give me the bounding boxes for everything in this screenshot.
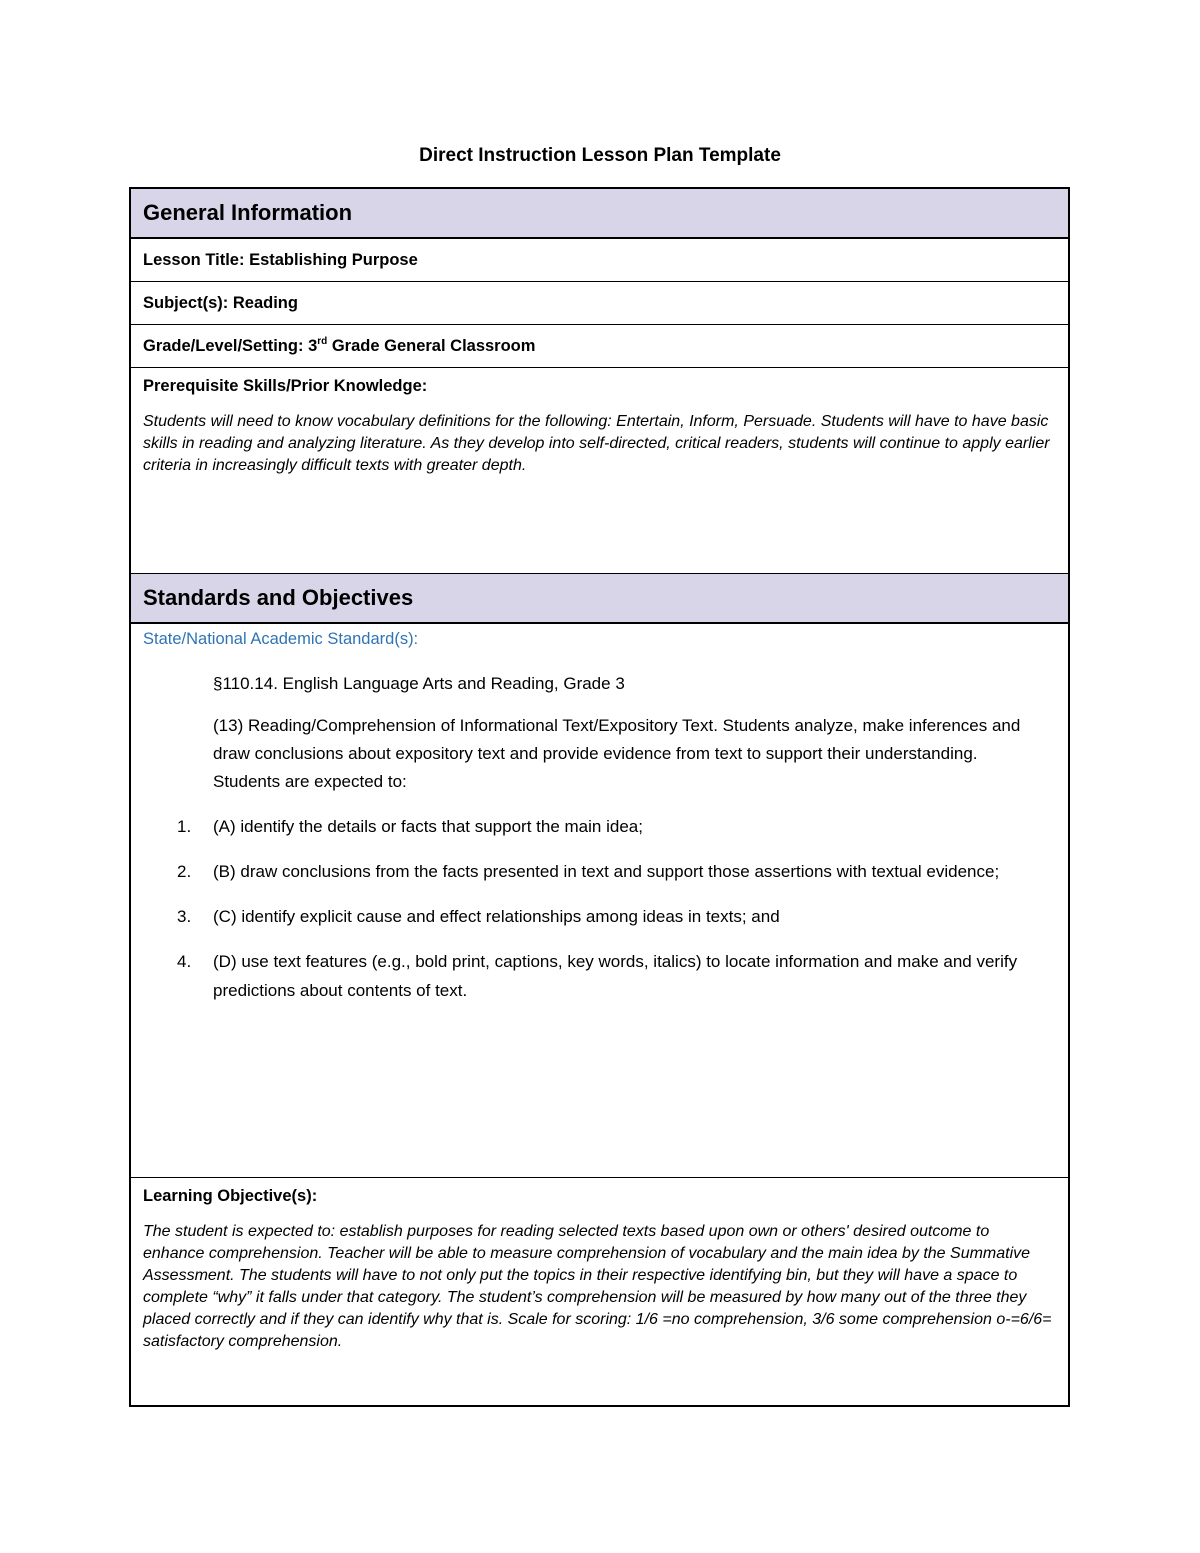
grade-setting: Grade General Classroom [331, 337, 536, 355]
learning-objective-row [131, 1178, 1068, 1405]
list-item-number: 3. [177, 907, 192, 926]
list-item-number: 4. [177, 952, 192, 971]
lesson-title-value: Establishing Purpose [249, 251, 418, 269]
prerequisite-label: Prerequisite Skills/Prior Knowledge: [143, 377, 428, 395]
prerequisite-text: Students will need to know vocabulary definitions for the following: Entertain, Inform, Persuade. Students will have to have basic skills in reading and analyzing literature. As they develop into self-directed, critical readers, students will continue to apply earlier criteria in increasingly difficult texts with greater depth. [143, 413, 1050, 474]
list-item [177, 857, 1053, 886]
subject-row [131, 282, 1068, 325]
list-item [177, 947, 1053, 1005]
standard-items-list [143, 812, 1054, 1005]
grade-ordinal: rd [317, 336, 328, 347]
list-item [177, 812, 1053, 841]
section-header-standards-objectives: Standards and Objectives [131, 574, 1068, 624]
standard-strand: (13) Reading/Comprehension of Informational Text/Expository Text. Students analyze, make inferences and draw conclusions about expository text and provide evidence from text to support their understanding. Students are expected to: [213, 716, 1021, 791]
standards-label: State/National Academic Standard(s): [143, 630, 419, 648]
list-item-text: (D) use text features (e.g., bold print, captions, key words, italics) to locate information and make and verify predictions about contents of text. [213, 952, 1018, 1000]
list-item-number: 2. [177, 862, 192, 881]
section-header-general-information: General Information [131, 189, 1068, 239]
list-item-text: (A) identify the details or facts that support the main idea; [213, 817, 643, 836]
subject-value: Reading [232, 294, 298, 312]
learning-objective-text: The student is expected to: establish purposes for reading selected texts based upon own or others' desired outcome to enhance comprehension. Teacher will be able to measure comprehension of vocabulary and the main idea by the Summative Assessment. The students will have to not only put the topics in their respective identifying bin, but they will have a space to complete “why” it falls under that category. The student’s comprehension will be measured by how many out of the three they placed correctly and if they can identify why that is. Scale for scoring: 1/6 =no comprehension, 3/6 some comprehension o-=6/6= satisfactory comprehension. [143, 1223, 1052, 1350]
grade-label: Grade/Level/Setting: [143, 337, 304, 355]
list-item-number: 1. [177, 817, 192, 836]
list-item [177, 902, 1053, 931]
grade-level-row [131, 325, 1068, 368]
learning-objective-label: Learning Objective(s): [143, 1187, 318, 1205]
standard-code: §110.14. English Language Arts and Reading, Grade 3 [213, 674, 625, 693]
page-title: Direct Instruction Lesson Plan Template [419, 145, 781, 166]
list-item-text: (B) draw conclusions from the facts presented in text and support those assertions with textual evidence; [213, 862, 1000, 881]
list-item-text: (C) identify explicit cause and effect relationships among ideas in texts; and [213, 907, 780, 926]
prerequisite-row [131, 368, 1068, 574]
subject-label: Subject(s): [143, 294, 229, 312]
lesson-plan-table [129, 187, 1070, 1407]
standards-row [131, 624, 1068, 1178]
grade-number: 3 [308, 337, 318, 355]
lesson-title-row [131, 239, 1068, 282]
lesson-title-label: Lesson Title: [143, 251, 245, 269]
